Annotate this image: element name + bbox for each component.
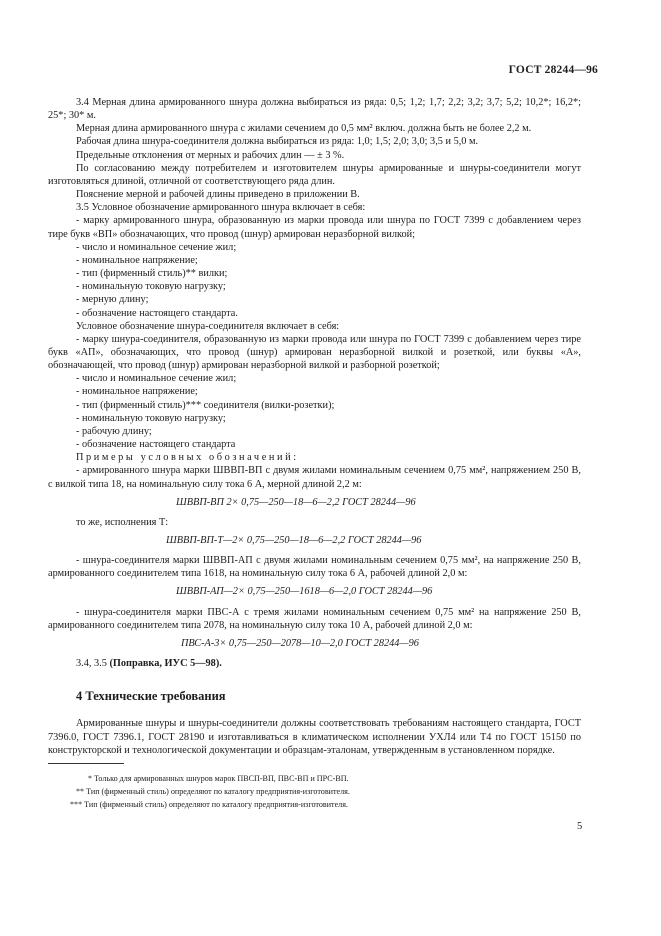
- example-3: - шнура-соединителя марки ШВВП-АП с двумя жилами номинальным сечением 0,75 мм², на напряжение 250 В, армированного соединителем типа 1618, на номинальную силу тока 6 А, рабочей длиной 2,0 м:: [48, 555, 581, 580]
- list-item: - номинальную токовую нагрузку;: [76, 412, 226, 424]
- amendment-clauses: 3.4, 3.5: [76, 658, 110, 670]
- formula-3: ШВВП-АП—2× 0,75—250—1618—6—2,0 ГОСТ 28244—96: [176, 586, 433, 598]
- body-text: [48, 96, 581, 811]
- amendment-note: [48, 657, 581, 670]
- list-item: - тип (фирменный стиль)** вилки;: [76, 268, 228, 280]
- example-1: - армированного шнура марки ШВВП-ВП с двумя жилами номинальным сечением 0,75 мм², напряжением 250 В, с вилкой типа 18, на номинальную силу тока 6 А, мерной длиной 2,2 м:: [48, 465, 581, 490]
- list-item: - номинальное напряжение;: [76, 386, 198, 398]
- list-item: - число и номинальное сечение жил;: [76, 373, 237, 385]
- list-item: - число и номинальное сечение жил;: [76, 241, 237, 253]
- list-item: - номинальную токовую нагрузку;: [76, 281, 226, 293]
- examples-heading: Примеры условных обозначений:: [76, 452, 299, 464]
- page-header: ГОСТ 28244—96: [508, 64, 598, 76]
- paragraph-brand-vp: - марку армированного шнура, образованную из марки провода или шнура по ГОСТ 7399 с добавлением через тире букв «ВП» обозначающих, что провод (шнур) армирован неразборной вилкой;: [48, 215, 581, 240]
- footnote-2: ** Тип (фирменный стиль) определяют по каталогу предприятия-изготовителя.: [76, 786, 350, 796]
- section-4-text: Армированные шнуры и шнуры-соединители должны соответствовать требованиям настоящего стандарта, ГОСТ 7396.0, ГОСТ 7396.1, ГОСТ 28190 и изготавливаться в климатическом исполнении УХЛ4 или Т4 по ГОСТ 15150 по конструкторской и технологической документации и образцам-эталонам, утвержденным в установленном порядке.: [48, 718, 581, 756]
- list-item: - мерную длину;: [76, 294, 149, 306]
- paragraph-working-length: Рабочая длина шнура-соединителя должна выбираться из ряда: 1,0; 1,5; 2,0; 3,0; 3,5 и 5,0 м.: [76, 136, 479, 148]
- amendment-reference: (Поправка, ИУС 5—98).: [109, 658, 222, 670]
- paragraph-3-4: 3.4 Мерная длина армированного шнура должна выбираться из ряда: 0,5; 1,2; 1,7; 2,2; 3,2; 3,7; 5,2; 10,2*; 16,2*; 25*; 30* м.: [48, 97, 581, 122]
- footnote-1: * Только для армированных шнуров марок ПВСП-ВП, ПВС-ВП и ПРС-ВП.: [88, 773, 349, 783]
- list-item: - обозначение настоящего стандарта.: [76, 307, 238, 319]
- list-item: - номинальное напряжение;: [76, 254, 198, 266]
- paragraph-length-limit: Мерная длина армированного шнура с жилами сечением до 0,5 мм² включ. должна быть не более 2,2 м.: [76, 123, 532, 135]
- formula-4: ПВС-А-3× 0,75—250—2078—10—2,0 ГОСТ 28244—96: [181, 637, 419, 649]
- paragraph-explanation: Пояснение мерной и рабочей длины приведено в приложении В.: [76, 189, 360, 201]
- list-item: - обозначение настоящего стандарта: [76, 439, 236, 451]
- paragraph-connector-designation: Условное обозначение шнура-соединителя включает в себя:: [76, 320, 340, 332]
- paragraph-3-5: 3.5 Условное обозначение армированного шнура включает в себя:: [76, 202, 366, 214]
- paragraph-agreement: По согласованию между потребителем и изготовителем шнуры армированные и шнуры-соединители могут изготовляться длиной, отличной от соответствующего ряда длин.: [48, 162, 581, 187]
- formula-1: ШВВП-ВП 2× 0,75—250—18—6—2,2 ГОСТ 28244—96: [176, 496, 416, 508]
- example-4: - шнура-соединителя марки ПВС-А с тремя жилами номинальным сечением 0,75 мм² на напряжение 250 В, армированного соединителем типа 2078, на номинальную силу тока 10 А, рабочей длиной 2,0 м:: [48, 606, 581, 631]
- footnote-3: *** Тип (фирменный стиль) определяют по каталогу предприятия-изготовителя.: [70, 799, 348, 809]
- formula-2: ШВВП-ВП-Т—2× 0,75—250—18—6—2,2 ГОСТ 28244—96: [166, 535, 422, 546]
- paragraph-brand-ap: - марку шнура-соединителя, образованную из марки провода или шнура по ГОСТ 7399 с добавлением через тире букв «АП», обозначающих, что провод (шнур) армирован неразборной вилкой и розеткой, или буквы «А», обозначающей, что провод (шнур) армирован неразборной вилкой и разборной розеткой;: [48, 333, 581, 372]
- page-number: 5: [577, 821, 583, 832]
- example-2: то же, исполнения Т:: [76, 516, 169, 528]
- paragraph-tolerance: Предельные отклонения от мерных и рабочих длин — ± 3 %.: [76, 149, 345, 161]
- footnote-divider: [48, 763, 124, 764]
- list-item: - рабочую длину;: [76, 425, 152, 437]
- list-item: - тип (фирменный стиль)*** соединителя (вилки-розетки);: [76, 399, 335, 411]
- section-4-title: 4 Технические требования: [76, 689, 226, 704]
